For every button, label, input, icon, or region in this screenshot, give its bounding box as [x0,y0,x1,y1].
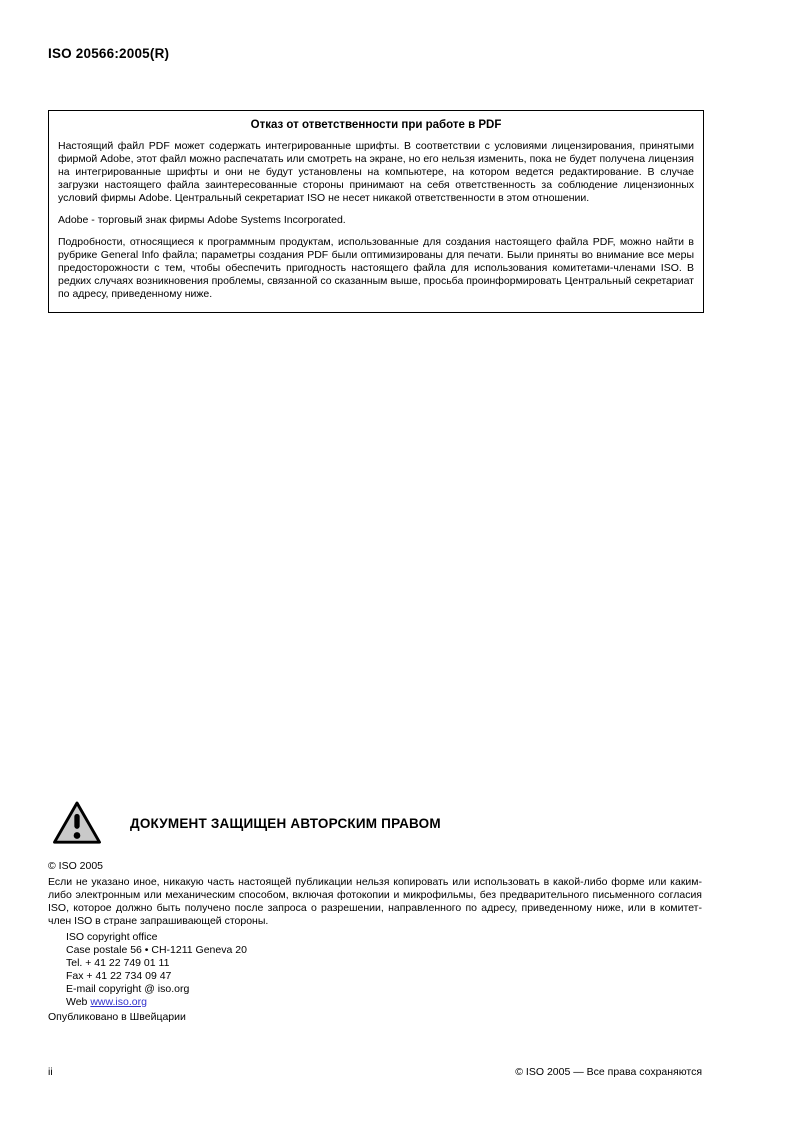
document-reference-header: ISO 20566:2005(R) [48,46,170,61]
address-line-fax: Fax + 41 22 734 09 47 [66,970,172,982]
web-label: Web [66,996,91,1008]
address-line-office: ISO copyright office [66,931,158,943]
warning-triangle-icon [52,797,102,849]
address-line-tel: Tel. + 41 22 749 01 11 [66,957,170,969]
page-number: ii [48,1066,53,1078]
iso-copyright-notice: © ISO 2005 [48,860,104,872]
page-footer [48,1066,702,1078]
disclaimer-title: Отказ от ответственности при работе в PDF [250,119,502,131]
published-in-line: Опубликовано в Швейцарии [48,1011,186,1023]
address-line-email: E-mail copyright @ iso.org [66,983,190,995]
iso-website-link[interactable]: www.iso.org [90,996,147,1008]
address-line-web [66,996,247,1009]
copyright-protected-heading: ДОКУМЕНТ ЗАЩИЩЕН АВТОРСКИМ ПРАВОМ [130,815,441,831]
copyright-terms-paragraph: Если не указано иное, никакую часть настоящей публикации нельзя копировать или использовать в какой-либо форме или каким-либо электронным или механическим способом, включая фотокопии и микрофильмы, без предварительного письменного согласия ISO, которое должно быть получено после запроса о разрешении, направленного по адресу, приведенному ниже, или в комитет-член ISO в стране запрашивающей стороны. [48,876,702,927]
disclaimer-paragraph: Adobe - торговый знак фирмы Adobe Systems Incorporated. [58,214,346,226]
iso-address-block [66,931,247,1009]
address-line-postal: Case postale 56 • CH-1211 Geneva 20 [66,944,247,956]
footer-copyright: © ISO 2005 — Все права сохраняются [515,1066,702,1078]
disclaimer-paragraph: Подробности, относящиеся к программным продуктам, использованные для создания настоящего файла PDF, можно найти в рубрике General Info файла; параметры создания PDF были оптимизированы для печати. Были приняты во внимание все меры предосторожности с тем, чтобы обеспечить пригодность настоящего файла для использования комитетами-членами ISO. В редких случаях возникновения проблемы, связанной со сказанным выше, просьба проинформировать Центральный секретариат по адресу, приведенному ниже. [58,236,694,300]
copyright-heading-row [52,797,702,849]
disclaimer-paragraph: Настоящий файл PDF может содержать интегрированные шрифты. В соответствии с условиями лицензирования, принятыми фирмой Adobe, этот файл можно распечатать или смотреть на экране, но его нельзя изменить, пока не будет получена лицензия на интегрированные шрифты и они не будут установлены на компьютере, на котором ведется редактирование. В случае загрузки настоящего файла заинтересованные стороны принимают на себя ответственность за соблюдение лицензионных условий фирмы Adobe. Центральный секретариат ISO не несет никакой ответственности в этом отношении. [58,140,694,204]
pdf-disclaimer-box [48,110,704,313]
